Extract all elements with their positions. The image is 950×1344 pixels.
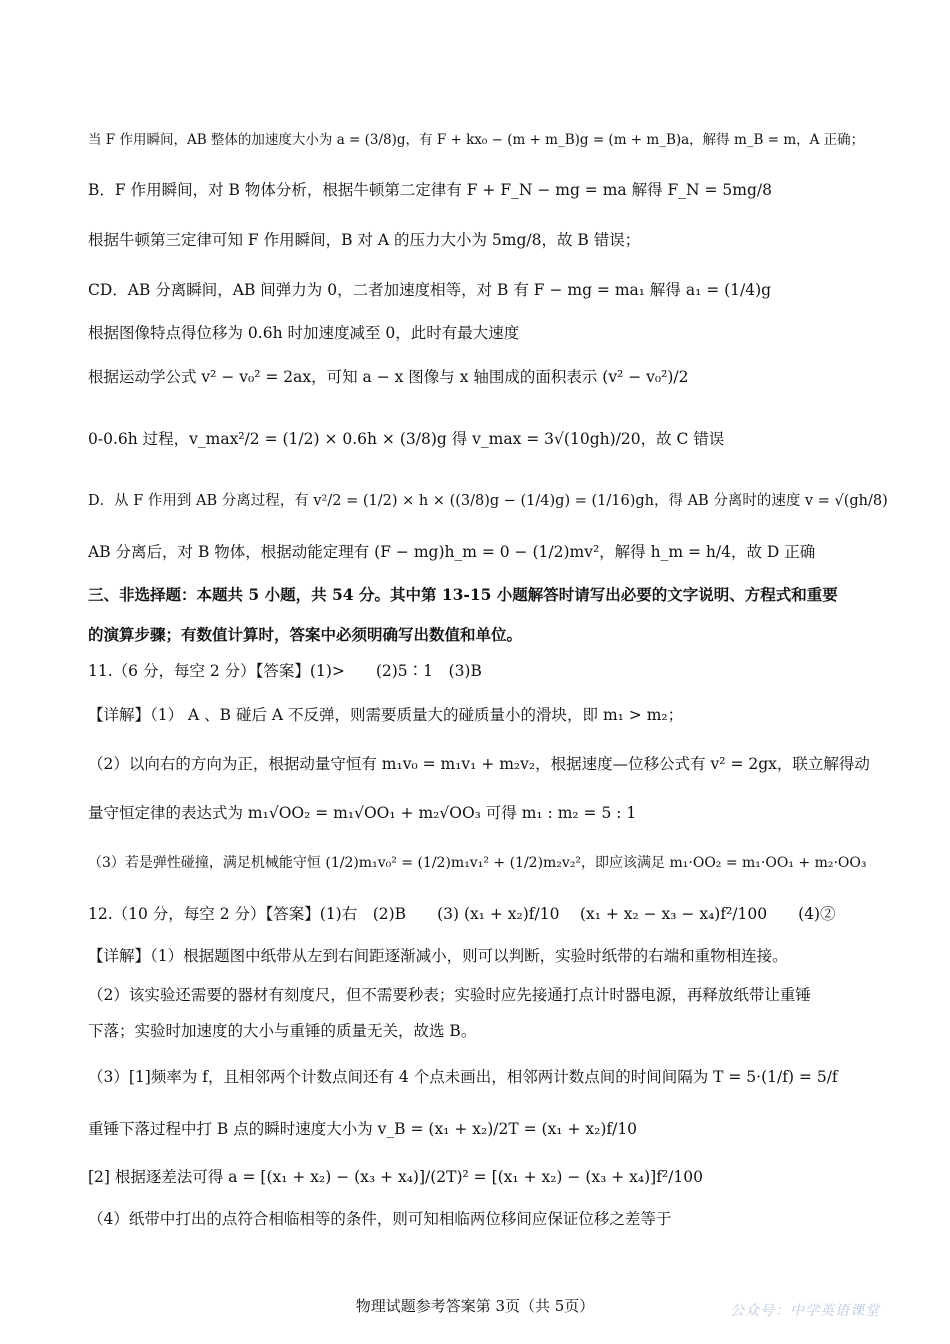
detail-12-3: （3）[1]频率为 f，且相邻两个计数点间还有 4 个点未画出，相邻两计数点间的时间间隔为 T = 5·(1/f) = 5/f [88, 1068, 838, 1086]
detail-12-3-vb: 重锤下落过程中打 B 点的瞬时速度大小为 v_B = (x₁ + x₂)/2T = (x₁ + x₂)f/10 [88, 1120, 638, 1138]
section-heading-cont: 的演算步骤；有数值计算时，答案中必须明确写出数值和单位。 [88, 625, 523, 644]
answer-12: 12.（10 分，每空 2 分）【答案】(1)右 (2)B (3) (x₁ + x₂)f/10 (x₁ + x₂ − x₃ − x₄)f²/100 (4)② [88, 905, 836, 923]
section-heading: 三、非选择题：本题共 5 小题，共 54 分。其中第 13-15 小题解答时请写出必要的文字说明、方程式和重要 [88, 585, 838, 604]
watermark: 公众号：中学英语课堂 [730, 1303, 880, 1319]
text-line-7: 0-0.6h 过程，v_max²/2 = (1/2) × 0.6h × (3/8)g 得 v_max = 3√(10gh)/20，故 C 错误 [88, 430, 725, 448]
detail-12-3-a: [2] 根据逐差法可得 a = [(x₁ + x₂) − (x₃ + x₄)]/(2T)² = [(x₁ + x₂) − (x₃ + x₄)]f²/100 [88, 1168, 703, 1186]
text-line-1: 当 F 作用瞬间，AB 整体的加速度大小为 a = (3/8)g，有 F + kx₀ − (m + m_B)g = (m + m_B)a，解得 m_B = m，A 正确； [88, 132, 865, 148]
detail-11-1: 【详解】（1） A 、B 碰后 A 不反弹，则需要质量大的碰质量小的滑块，即 m₁ > m₂； [88, 706, 684, 724]
detail-12-4: （4）纸带中打出的点符合相临相等的条件，则可知相临两位移间应保证位移之差等于 [88, 1210, 672, 1228]
detail-12-2: （2）该实验还需要的器材有刻度尺，但不需要秒表；实验时应先接通打点计时器电源，再释放纸带让重锤 [88, 986, 811, 1004]
detail-11-3: （3）若是弹性碰撞，满足机械能守恒 (1/2)m₁v₀² = (1/2)m₁v₁² + (1/2)m₂v₂²，即应该满足 m₁·OO₂ = m₁·OO₁ + m₂·OO₃ [88, 855, 867, 871]
answer-11: 11.（6 分，每空 2 分）【答案】(1)> (2)5∶1 (3)B [88, 662, 482, 680]
text-line-4: CD．AB 分离瞬间，AB 间弹力为 0，二者加速度相等，对 B 有 F − mg = ma₁ 解得 a₁ = (1/4)g [88, 281, 772, 299]
detail-11-2-cont: 量守恒定律的表达式为 m₁√OO₂ = m₁√OO₁ + m₂√OO₃ 可得 m₁ : m₂ = 5 : 1 [88, 804, 637, 822]
text-line-3: 根据牛顿第三定律可知 F 作用瞬间，B 对 A 的压力大小为 5mg/8，故 B 错误； [88, 231, 641, 249]
text-line-2: B．F 作用瞬间，对 B 物体分析，根据牛顿第二定律有 F + F_N − mg = ma 解得 F_N = 5mg/8 [88, 181, 772, 199]
detail-12-1: 【详解】（1）根据题图中纸带从左到右间距逐渐减小，则可以判断，实验时纸带的右端和重物相连接。 [88, 947, 788, 965]
detail-11-2: （2）以向右的方向为正，根据动量守恒有 m₁v₀ = m₁v₁ + m₂v₂，根据速度—位移公式有 v² = 2gx，联立解得动 [88, 755, 870, 773]
text-line-9: AB 分离后，对 B 物体，根据动能定理有 (F − mg)h_m = 0 − (1/2)mv²，解得 h_m = h/4，故 D 正确 [88, 543, 816, 561]
text-line-8: D．从 F 作用到 AB 分离过程，有 v²/2 = (1/2) × h × ((3/8)g − (1/4)g) = (1/16)gh，得 AB 分离时的速度 v = √(gh/8) [88, 493, 888, 509]
text-line-5: 根据图像特点得位移为 0.6h 时加速度减至 0，此时有最大速度 [88, 324, 520, 342]
text-line-6: 根据运动学公式 v² − v₀² = 2ax，可知 a − x 图像与 x 轴围成的面积表示 (v² − v₀²)/2 [88, 368, 689, 386]
detail-12-2-cont: 下落；实验时加速度的大小与重锤的质量无关，故选 B。 [88, 1022, 477, 1040]
page-footer: 物理试题参考答案第 3页（共 5页） [355, 1297, 595, 1315]
